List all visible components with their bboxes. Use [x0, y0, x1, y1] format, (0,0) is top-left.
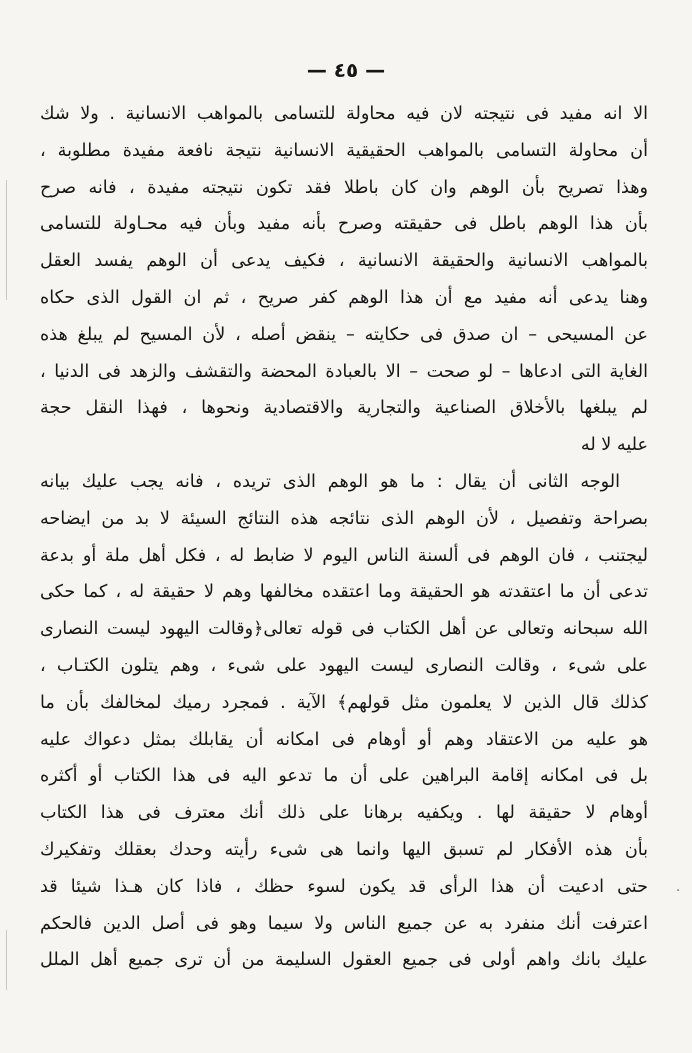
paragraph-start-line: الوجه الثانى أن يقال : ما هو الوهم الذى تريده ، فانه يجب عليك بيانه	[40, 471, 620, 492]
scan-edge-mark	[6, 930, 7, 990]
text-line: لم يبلغها بالأخلاق الصناعية والتجارية والاقتصادية ونحوها ، فهذا النقل حجة	[40, 398, 648, 419]
text-line: عليه لا له	[580, 435, 648, 456]
text-line: اعترفت أنك منفرد به عن جميع الناس ولا سيما وهو فى أصل الدين فالحكم	[40, 913, 648, 934]
text-line: كذلك قال الذين لا يعلمون مثل قولهم﴾ الآية . فمجرد رميك لمخالفك بأن ما	[40, 692, 648, 713]
text-line: حتى ادعيت أن هذا الرأى قد يكون لسوء حظك ، فاذا كان هـذا شيئا قد	[40, 876, 648, 897]
text-line: تدعى أن ما اعتقدته هو الحقيقة وما اعتقده مخالفها وهم لا حقيقة له ، كما حكى	[40, 582, 648, 603]
text-line: وهذا تصريح بأن الوهم وان كان باطلا فقد تكون نتيجته مفيدة ، فانه صرح	[40, 177, 648, 198]
text-line: هو عليه من الاعتقاد وهم أو أوهام فى امكانه أن يقابلك بمثل دعواك عليه	[40, 729, 648, 750]
text-line: بالمواهب الانسانية والحقيقة الانسانية ، فكيف يدعى أن الوهم يفسد العقل	[40, 251, 648, 272]
text-line: الغاية التى ادعاها – لو صحت – الا بالعبادة المحضة والتقشف والزهد فى الدنيا ،	[40, 361, 648, 382]
text-line: ليجتنب ، فان الوهم فى ألسنة الناس اليوم لا ضابط له ، فكل أهل ملة أو بدعة	[40, 545, 648, 566]
page-number: — ٤٥ —	[306, 58, 386, 82]
text-line: أوهام لا حقيقة لها . ويكفيه برهانا على ذلك أنك معترف فى هذا الكتاب	[40, 803, 648, 824]
text-line: الا انه مفيد فى نتيجته لان فيه محاولة للتسامى بالمواهب الانسانية . ولا شك	[40, 104, 648, 124]
text-line: وهنا يدعى أنه مفيد مع أن هذا الوهم كفر صريح ، ثم ان القول الذى حكاه	[40, 287, 648, 308]
text-line: أن محاولة التسامى بالمواهب الحقيقية الانسانية نتيجة نافعة مفيدة مطلوبة ،	[40, 140, 648, 161]
scan-edge-mark	[6, 180, 7, 300]
text-line: بصراحة وتفصيل ، لأن الوهم الذى نتائجه هذه النتائج السيئة لا بد من ايضاحه	[40, 508, 648, 529]
margin-speck: ·	[676, 884, 681, 899]
text-line: بأن هذا الوهم باطل فى حقيقته وصرح بأنه مفيد وبأن فيه محـاولة للتسامى	[40, 214, 648, 235]
text-line: عن المسيحى – ان صدق فى حكايته – ينقض أصله ، لأن المسيح لم يبلغ هذه	[40, 324, 648, 345]
text-line: بل فى امكانه إقامة البراهين على أن ما تدعو اليه فى هذا الكتاب أو أكثره	[40, 766, 648, 787]
text-line: على شىء ، وقالت النصارى ليست اليهود على شىء ، وهم يتلون الكتـاب ،	[40, 655, 648, 676]
text-line: الله سبحانه وتعالى عن أهل الكتاب فى قوله تعالى﴿وقالت اليهود ليست النصارى	[40, 619, 648, 640]
text-line: عليك بانك واهم أولى فى جميع العقول السليمة من أن ترى جميع أهل الملل	[40, 950, 648, 971]
body-text	[40, 96, 648, 979]
text-line: بأن هذه الأفكار لم تسبق اليها وانما هى شىء رأيته وحدك بعقلك وتفكيرك	[40, 839, 648, 860]
